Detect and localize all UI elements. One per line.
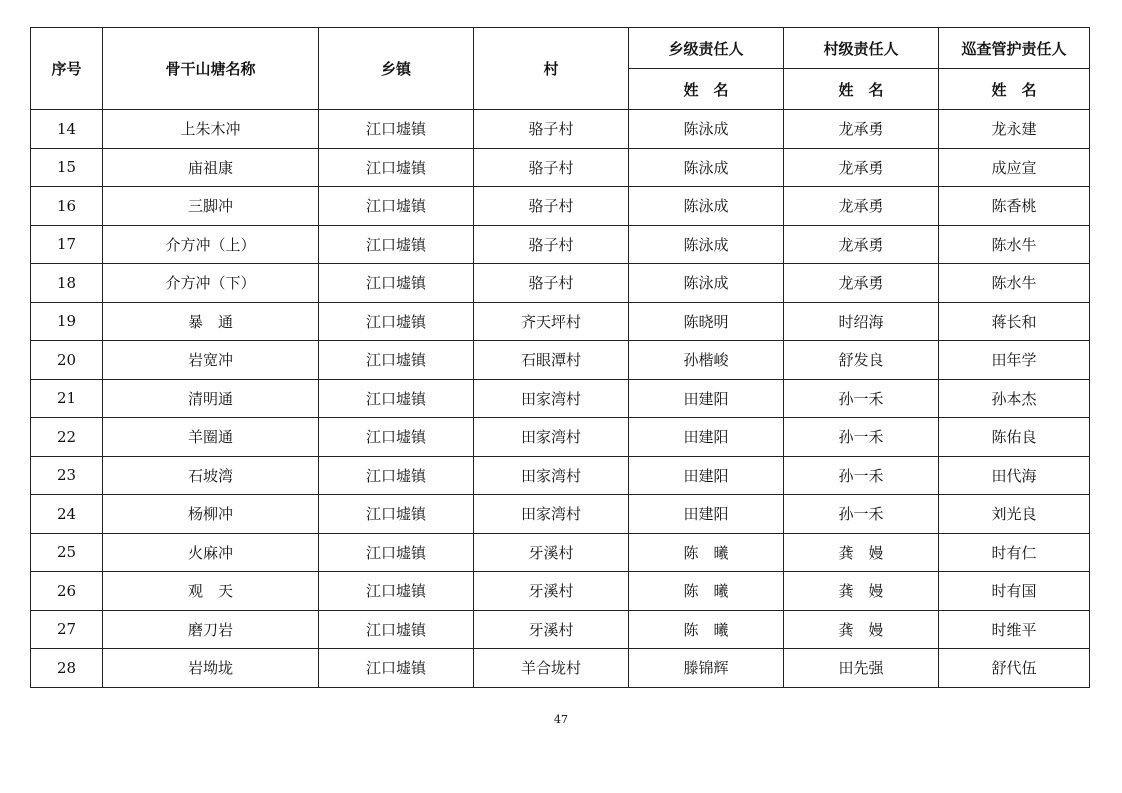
cell-seq: 28 [31, 649, 103, 688]
cell-village: 田家湾村 [474, 379, 629, 418]
cell-town-responsible: 陈泳成 [629, 187, 784, 226]
header-patrol-resp-name: 姓 名 [939, 69, 1090, 110]
cell-pond-name: 上朱木冲 [103, 110, 319, 149]
cell-pond-name: 磨刀岩 [103, 610, 319, 649]
cell-town-responsible: 孙楷峻 [629, 341, 784, 380]
cell-seq: 22 [31, 418, 103, 457]
cell-village: 牙溪村 [474, 610, 629, 649]
table-row [31, 610, 1090, 649]
cell-town: 江口墟镇 [319, 572, 474, 611]
cell-pond-name: 清明通 [103, 379, 319, 418]
cell-village: 骆子村 [474, 110, 629, 149]
cell-pond-name: 介方冲（下） [103, 264, 319, 303]
cell-pond-name: 石坡湾 [103, 456, 319, 495]
cell-town-responsible: 陈泳成 [629, 225, 784, 264]
cell-patrol-responsible: 龙永建 [939, 110, 1090, 149]
page-number: 47 [554, 713, 568, 726]
cell-seq: 15 [31, 148, 103, 187]
cell-pond-name: 岩坳垅 [103, 649, 319, 688]
cell-village-responsible: 田先强 [784, 649, 939, 688]
cell-village-responsible: 龙承勇 [784, 264, 939, 303]
cell-town: 江口墟镇 [319, 187, 474, 226]
cell-village: 骆子村 [474, 148, 629, 187]
cell-patrol-responsible: 陈水牛 [939, 225, 1090, 264]
cell-seq: 23 [31, 456, 103, 495]
cell-village: 齐天坪村 [474, 302, 629, 341]
cell-village: 田家湾村 [474, 456, 629, 495]
cell-town: 江口墟镇 [319, 264, 474, 303]
cell-village-responsible: 孙一禾 [784, 456, 939, 495]
cell-seq: 14 [31, 110, 103, 149]
cell-seq: 20 [31, 341, 103, 380]
cell-village: 骆子村 [474, 187, 629, 226]
cell-town-responsible: 陈泳成 [629, 148, 784, 187]
cell-town-responsible: 滕锦辉 [629, 649, 784, 688]
cell-seq: 18 [31, 264, 103, 303]
cell-patrol-responsible: 时维平 [939, 610, 1090, 649]
cell-town-responsible: 陈泳成 [629, 110, 784, 149]
cell-seq: 27 [31, 610, 103, 649]
table-row [31, 495, 1090, 534]
cell-village-responsible: 龚 嫚 [784, 533, 939, 572]
cell-patrol-responsible: 陈香桃 [939, 187, 1090, 226]
cell-patrol-responsible: 陈佑良 [939, 418, 1090, 457]
header-town-resp-name: 姓 名 [629, 69, 784, 110]
cell-town: 江口墟镇 [319, 302, 474, 341]
cell-patrol-responsible: 成应宣 [939, 148, 1090, 187]
table-row [31, 302, 1090, 341]
table-row [31, 379, 1090, 418]
cell-town-responsible: 陈晓明 [629, 302, 784, 341]
cell-village-responsible: 龚 嫚 [784, 572, 939, 611]
cell-patrol-responsible: 时有仁 [939, 533, 1090, 572]
cell-pond-name: 岩宽冲 [103, 341, 319, 380]
cell-village-responsible: 龙承勇 [784, 187, 939, 226]
cell-village-responsible: 舒发良 [784, 341, 939, 380]
table-row [31, 187, 1090, 226]
cell-patrol-responsible: 刘光良 [939, 495, 1090, 534]
cell-village-responsible: 时绍海 [784, 302, 939, 341]
cell-town: 江口墟镇 [319, 379, 474, 418]
cell-town: 江口墟镇 [319, 418, 474, 457]
header-town: 乡镇 [319, 28, 474, 110]
cell-town-responsible: 田建阳 [629, 495, 784, 534]
table-row [31, 456, 1090, 495]
cell-pond-name: 三脚冲 [103, 187, 319, 226]
table-header [31, 28, 1090, 110]
cell-village: 骆子村 [474, 225, 629, 264]
cell-pond-name: 火麻冲 [103, 533, 319, 572]
header-patrol-responsible: 巡查管护责任人 [939, 28, 1090, 69]
cell-village-responsible: 龚 嫚 [784, 610, 939, 649]
cell-pond-name: 羊圈通 [103, 418, 319, 457]
cell-seq: 26 [31, 572, 103, 611]
cell-seq: 24 [31, 495, 103, 534]
cell-town: 江口墟镇 [319, 533, 474, 572]
cell-patrol-responsible: 孙本杰 [939, 379, 1090, 418]
cell-village: 羊合垅村 [474, 649, 629, 688]
cell-town: 江口墟镇 [319, 110, 474, 149]
cell-town: 江口墟镇 [319, 148, 474, 187]
header-village: 村 [474, 28, 629, 110]
cell-patrol-responsible: 田代海 [939, 456, 1090, 495]
cell-town-responsible: 田建阳 [629, 418, 784, 457]
cell-seq: 21 [31, 379, 103, 418]
cell-seq: 19 [31, 302, 103, 341]
cell-patrol-responsible: 蒋长和 [939, 302, 1090, 341]
table-row [31, 148, 1090, 187]
table-body [31, 110, 1090, 688]
cell-town: 江口墟镇 [319, 225, 474, 264]
cell-village: 牙溪村 [474, 533, 629, 572]
cell-town-responsible: 陈 曦 [629, 572, 784, 611]
cell-pond-name: 庙祖康 [103, 148, 319, 187]
table-row [31, 341, 1090, 380]
cell-town: 江口墟镇 [319, 610, 474, 649]
cell-village: 田家湾村 [474, 495, 629, 534]
cell-town-responsible: 田建阳 [629, 379, 784, 418]
header-town-responsible: 乡级责任人 [629, 28, 784, 69]
cell-seq: 16 [31, 187, 103, 226]
table-row [31, 572, 1090, 611]
cell-village-responsible: 孙一禾 [784, 495, 939, 534]
cell-pond-name: 杨柳冲 [103, 495, 319, 534]
cell-village: 田家湾村 [474, 418, 629, 457]
cell-pond-name: 暴 通 [103, 302, 319, 341]
cell-pond-name: 介方冲（上） [103, 225, 319, 264]
table-row [31, 418, 1090, 457]
cell-patrol-responsible: 时有国 [939, 572, 1090, 611]
cell-town: 江口墟镇 [319, 341, 474, 380]
cell-village: 石眼潭村 [474, 341, 629, 380]
cell-town-responsible: 陈 曦 [629, 610, 784, 649]
responsibility-table [30, 27, 1090, 688]
cell-patrol-responsible: 舒代伍 [939, 649, 1090, 688]
cell-patrol-responsible: 陈水牛 [939, 264, 1090, 303]
cell-village: 牙溪村 [474, 572, 629, 611]
table-row [31, 649, 1090, 688]
header-village-responsible: 村级责任人 [784, 28, 939, 69]
header-pond-name: 骨干山塘名称 [103, 28, 319, 110]
cell-village-responsible: 龙承勇 [784, 225, 939, 264]
cell-pond-name: 观 天 [103, 572, 319, 611]
cell-village-responsible: 龙承勇 [784, 110, 939, 149]
cell-village-responsible: 龙承勇 [784, 148, 939, 187]
cell-village: 骆子村 [474, 264, 629, 303]
cell-town: 江口墟镇 [319, 495, 474, 534]
cell-village-responsible: 孙一禾 [784, 418, 939, 457]
header-seq: 序号 [31, 28, 103, 110]
cell-town: 江口墟镇 [319, 649, 474, 688]
cell-town-responsible: 陈 曦 [629, 533, 784, 572]
cell-seq: 17 [31, 225, 103, 264]
table-row [31, 533, 1090, 572]
cell-town-responsible: 田建阳 [629, 456, 784, 495]
cell-village-responsible: 孙一禾 [784, 379, 939, 418]
cell-seq: 25 [31, 533, 103, 572]
header-village-resp-name: 姓 名 [784, 69, 939, 110]
cell-town-responsible: 陈泳成 [629, 264, 784, 303]
cell-town: 江口墟镇 [319, 456, 474, 495]
cell-patrol-responsible: 田年学 [939, 341, 1090, 380]
table-row [31, 225, 1090, 264]
table-row [31, 110, 1090, 149]
table-row [31, 264, 1090, 303]
